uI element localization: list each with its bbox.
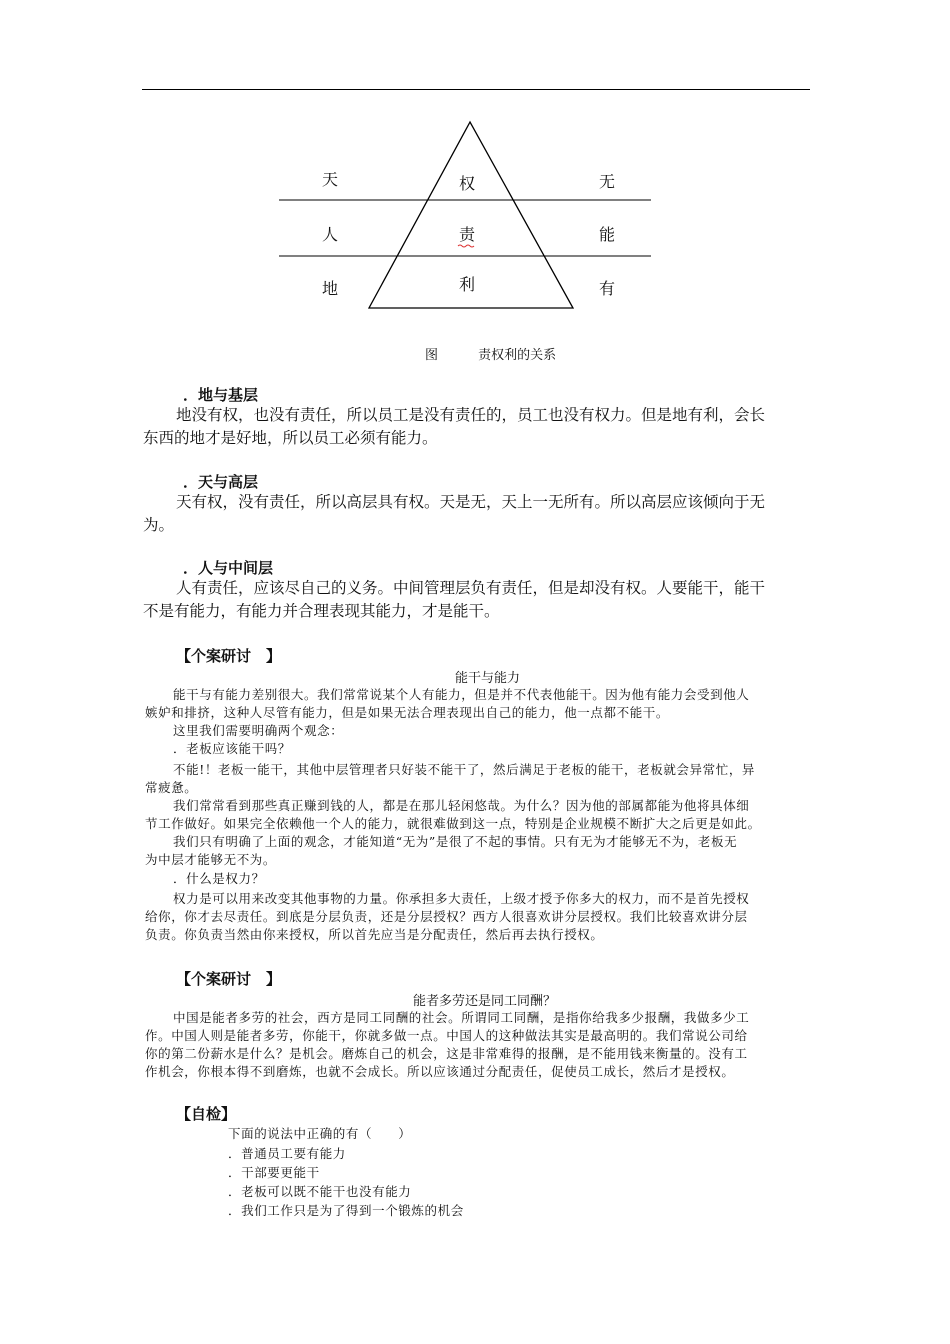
spellcheck-underline xyxy=(458,245,474,247)
section-line: 不是有能力，有能力并合理表现其能力，才是能干。 xyxy=(143,602,500,620)
header-rule xyxy=(142,89,810,90)
caption-prefix: 图 xyxy=(425,348,439,363)
self-check-label: 【自检】 xyxy=(176,1105,237,1123)
figure-caption xyxy=(425,344,556,363)
section-heading-earth: ．地与基层 xyxy=(183,386,259,404)
section-heading-human: ．人与中间层 xyxy=(183,559,274,577)
self-check-option: ．老板可以既不能干也没有能力 xyxy=(228,1184,412,1199)
section-line: 人有责任，应该尽自己的义务。中间管理层负有责任，但是却没有权。人要能干，能干 xyxy=(176,579,766,597)
case-line: 作。中国人则是能者多劳，你能干，你就多做一点。中国人的这种做法其实是最高明的。我们常说公司给 xyxy=(145,1028,748,1043)
caption-text: 责权利的关系 xyxy=(478,348,557,363)
case-line: 中国是能者多劳的社会，西方是同工同酬的社会。所谓同工同酬，是指你给我多少报酬，我做多少工 xyxy=(173,1010,750,1025)
right-label-2: 有 xyxy=(599,279,616,298)
case-line: 负责。你负责当然由你来授权，所以首先应当是分配责任，然后再去执行授权。 xyxy=(145,927,604,942)
center-label-0: 权 xyxy=(459,174,476,193)
case-line: 这里我们需要明确两个观念： xyxy=(173,723,344,738)
self-check-question: 下面的说法中正确的有（ ） xyxy=(228,1126,412,1141)
right-label-1: 能 xyxy=(599,225,616,244)
case-study-label: 【个案研讨 】 xyxy=(176,647,282,665)
self-check-option: ．干部要更能干 xyxy=(228,1165,320,1180)
left-label-1: 人 xyxy=(322,225,339,244)
case-line: 不能!！老板一能干，其他中层管理者只好装不能干了，然后满足于老板的能干，老板就会异常忙，异 xyxy=(173,762,756,777)
right-label-0: 无 xyxy=(599,172,616,191)
case-line: 常疲惫。 xyxy=(145,780,198,795)
left-label-2: 地 xyxy=(322,279,339,298)
section-line: 为。 xyxy=(143,516,175,534)
case-line: ．老板应该能干吗？ xyxy=(173,741,291,756)
case-line: 我们只有明确了上面的观念，才能知道“无为”是很了不起的事情。只有无为才能够无不为，老板无 xyxy=(173,834,738,849)
section-line: 天有权，没有责任，所以高层具有权。天是无，天上一无所有。所以高层应该倾向于无 xyxy=(176,493,766,511)
case-line: 作机会，你根本得不到磨炼，也就不会成长。所以应该通过分配责任，促使员工成长，然后才是授权。 xyxy=(145,1064,735,1079)
center-label-1: 责 xyxy=(459,225,476,244)
case-line: 给你，你才去尽责任。到底是分层负责，还是分层授权？西方人很喜欢讲分层授权。我们比较喜欢讲分层 xyxy=(145,909,748,924)
case-study-title: 能干与能力 xyxy=(455,671,521,686)
case-line: 我们常常看到那些真正赚到钱的人，都是在那儿轻闲悠哉。为什么？因为他的部属都能为他将具体细 xyxy=(173,798,750,813)
section-line: 东西的地才是好地，所以员工必须有能力。 xyxy=(143,429,438,447)
left-label-0: 天 xyxy=(322,170,339,189)
section-heading-heaven: ．天与高层 xyxy=(183,473,259,491)
self-check-option: ．普通员工要有能力 xyxy=(228,1146,346,1161)
case-line: 节工作做好。如果完全依赖他一个人的能力，就很难做到这一点，特别是企业规模不断扩大之后更是如此。 xyxy=(145,816,761,831)
case-line: 能干与有能力差别很大。我们常常说某个人有能力，但是并不代表他能干。因为他有能力会受到他人 xyxy=(173,687,750,702)
center-label-2: 利 xyxy=(459,275,476,294)
case-line: 权力是可以用来改变其他事物的力量。你承担多大责任，上级才授予你多大的权力，而不是首先授权 xyxy=(173,891,750,906)
section-line: 地没有权，也没有责任，所以员工是没有责任的，员工也没有权力。但是地有利，会长 xyxy=(176,406,766,424)
case-line: 为中层才能够无不为。 xyxy=(145,852,277,867)
responsibility-triangle-diagram xyxy=(275,118,655,318)
case-study-title: 能者多劳还是同工同酬？ xyxy=(413,994,557,1009)
case-line: ．什么是权力？ xyxy=(173,871,265,886)
case-line: 你的第二份薪水是什么？是机会。磨炼自己的机会，这是非常难得的报酬，是不能用钱来衡量的。没有工 xyxy=(145,1046,748,1061)
case-study-label: 【个案研讨 】 xyxy=(176,970,282,988)
self-check-option: ．我们工作只是为了得到一个锻炼的机会 xyxy=(228,1203,464,1218)
case-line: 嫉妒和排挤，这种人尽管有能力，但是如果无法合理表现出自己的能力，他一点都不能干。 xyxy=(145,705,670,720)
